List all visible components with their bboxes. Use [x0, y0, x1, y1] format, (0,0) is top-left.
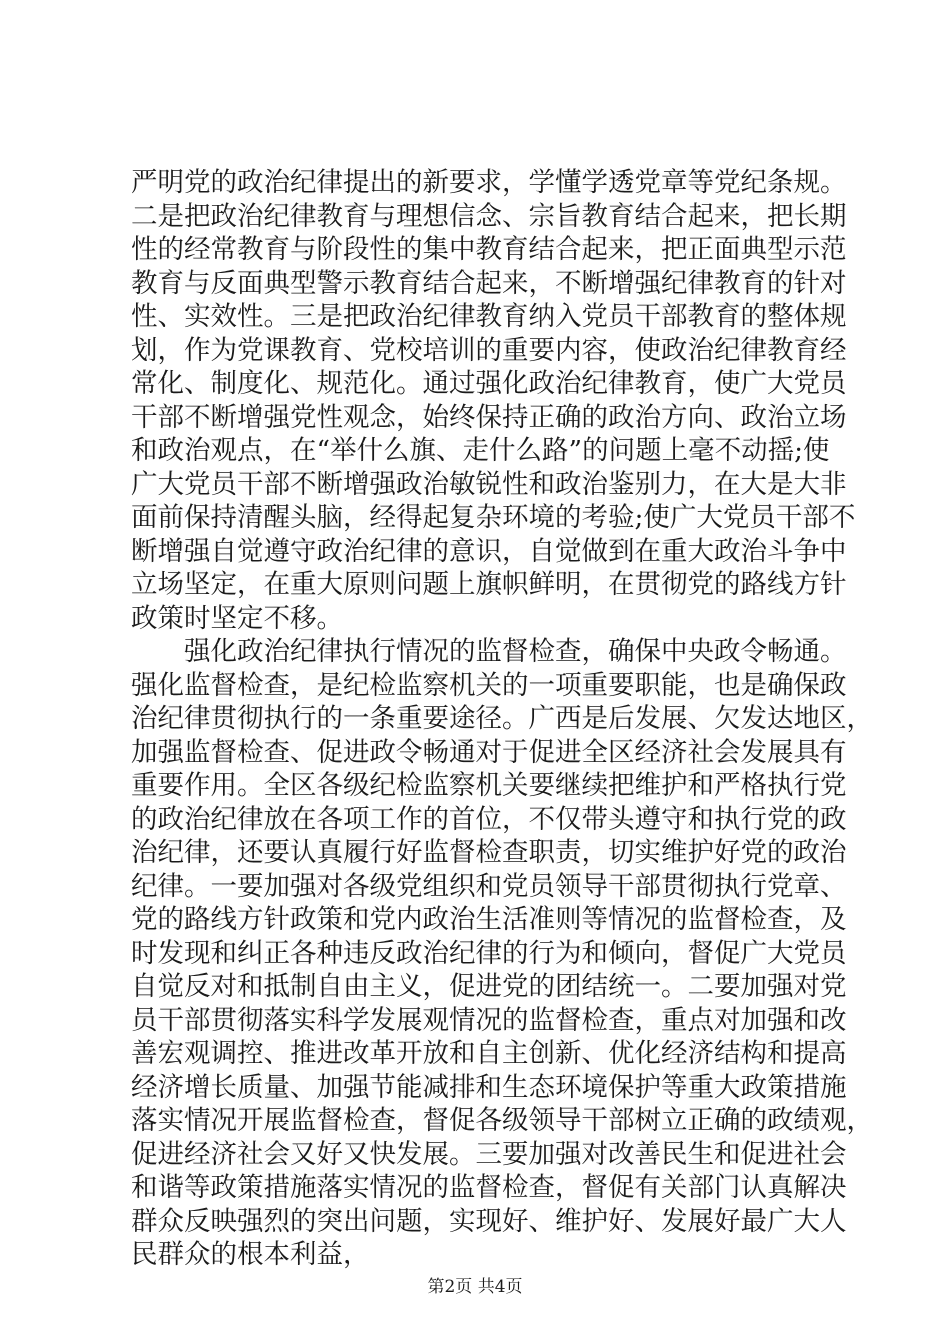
text-line: 广大党员干部不断增强政治敏锐性和政治鉴别力，在大是大非 — [131, 468, 847, 500]
text-line: 员干部贯彻落实科学发展观情况的监督检查，重点对加强和改 — [131, 1004, 847, 1036]
text-line: 面前保持清醒头脑，经得起复杂环境的考验;使广大党员干部不 — [131, 502, 856, 533]
text-line: 和谐等政策措施落实情况的监督检查，督促有关部门认真解决 — [131, 1172, 847, 1203]
text-line: 二是把政治纪律教育与理想信念、宗旨教育结合起来，把长期 — [131, 200, 847, 232]
text-line: 强化监督检查，是纪检监察机关的一项重要职能，也是确保政 — [131, 669, 847, 701]
text-line: 性、实效性。三是把政治纪律教育纳入党员干部教育的整体规 — [131, 301, 847, 332]
text-line: 落实情况开展监督检查，督促各级领导干部树立正确的政绩观， — [131, 1105, 873, 1136]
text-line: 教育与反面典型警示教育结合起来，不断增强纪律教育的针对 — [131, 267, 847, 299]
text-line: 干部不断增强党性观念，始终保持正确的政治方向、政治立场 — [131, 401, 847, 433]
text-line: 断增强自觉遵守政治纪律的意识，自觉做到在重大政治斗争中 — [131, 535, 847, 567]
text-line: 时发现和纠正各种违反政治纪律的行为和倾向，督促广大党员 — [131, 937, 847, 969]
text-line: 纪律。一要加强对各级党组织和党员领导干部贯彻执行党章、 — [131, 870, 847, 902]
text-line: 常化、制度化、规范化。通过强化政治纪律教育，使广大党员 — [131, 368, 847, 399]
text-line: 严明党的政治纪律提出的新要求，学懂学透党章等党纪条规。 — [131, 167, 847, 198]
text-line: 的政治纪律放在各项工作的首位，不仅带头遵守和执行党的政 — [131, 803, 847, 835]
text-line: 治纪律贯彻执行的一条重要途径。广西是后发展、欠发达地区， — [131, 703, 873, 734]
text-line: 立场坚定，在重大原则问题上旗帜鲜明，在贯彻党的路线方针 — [131, 569, 847, 600]
text-line: 治纪律，还要认真履行好监督检查职责，切实维护好党的政治 — [131, 837, 847, 868]
text-line: 促进经济社会又好又快发展。三要加强对改善民生和促进社会 — [131, 1138, 847, 1170]
text-line: 群众反映强烈的突出问题，实现好、维护好、发展好最广大人 — [131, 1205, 847, 1237]
page-number-footer: 第2页 共4页 — [427, 1277, 523, 1297]
text-line: 经济增长质量、加强节能减排和生态环境保护等重大政策措施 — [131, 1071, 847, 1103]
text-line: 自觉反对和抵制自由主义，促进党的团结统一。二要加强对党 — [131, 971, 847, 1002]
text-line: 党的路线方针政策和党内政治生活准则等情况的监督检查，及 — [131, 904, 847, 935]
text-line: 加强监督检查、促进政令畅通对于促进全区经济社会发展具有 — [131, 736, 847, 768]
text-line: 重要作用。全区各级纪检监察机关要继续把维护和严格执行党 — [131, 770, 847, 801]
text-line: 性的经常教育与阶段性的集中教育结合起来，把正面典型示范 — [131, 234, 847, 265]
paragraph-heading-line: 强化政治纪律执行情况的监督检查，确保中央政令畅通。 — [184, 636, 847, 667]
text-line: 民群众的根本利益， — [131, 1239, 370, 1270]
document-body — [131, 166, 873, 1272]
text-line: 和政治观点，在“举什么旗、走什么路”的问题上毫不动摇;使 — [131, 435, 830, 466]
text-line: 政策时坚定不移。 — [131, 602, 343, 634]
text-line: 划，作为党课教育、党校培训的重要内容，使政治纪律教育经 — [131, 334, 847, 366]
text-line: 善宏观调控、推进改革开放和自主创新、优化经济结构和提高 — [131, 1038, 847, 1069]
